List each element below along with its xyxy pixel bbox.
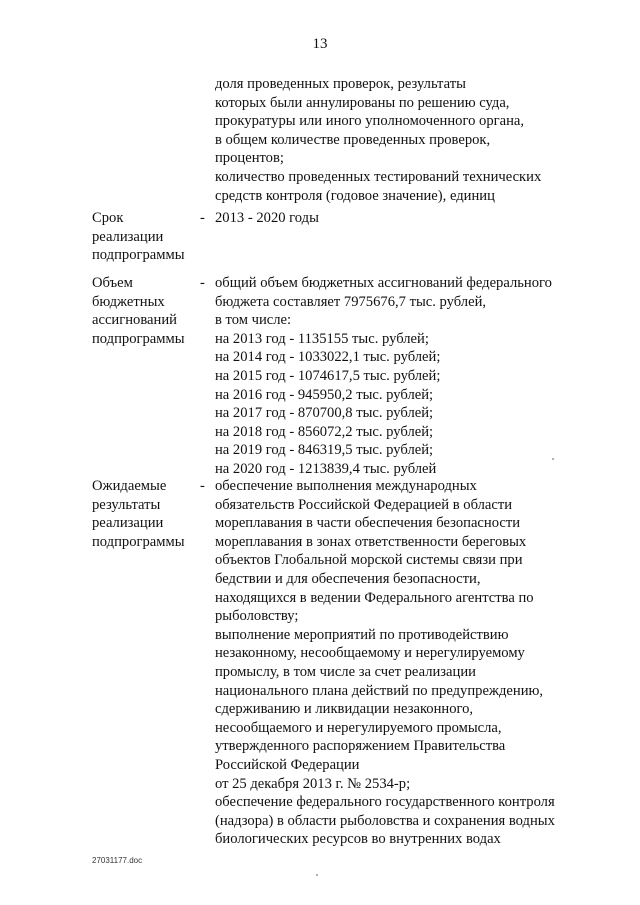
section-content [215,477,615,849]
text-line: в том числе: [215,312,292,329]
label-line: Объем [92,275,133,291]
text-line: на 2016 год - 945950,2 тыс. рублей; [215,386,434,403]
label-line: подпрограммы [92,247,185,264]
label-line: бюджетных [92,293,165,310]
dash-separator: - [200,275,205,291]
text-line: которых были аннулированы по решению суда, [215,94,510,111]
text-line: общий объем бюджетных ассигнований федерального [215,275,552,291]
text-line: на 2019 год - 846319,5 тыс. рублей; [215,442,434,459]
text-line: (надзора) в области рыболовства и сохранения водных [215,812,555,829]
label-line: подпрограммы [92,330,185,347]
text-line: мореплавания в зонах ответственности береговых [215,533,527,550]
text-line: от 25 декабря 2013 г. № 2534-р; [215,775,411,792]
text-line: в общем количестве проведенных проверок, [215,131,491,148]
label-line: подпрограммы [92,533,185,550]
intro-text [215,75,615,205]
text-line: прокуратуры или иного уполномоченного органа, [215,113,525,130]
text-line: Российской Федерации [215,756,360,773]
text-line: 2013 - 2020 годы [215,210,319,226]
text-line: обязательств Российской Федерацией в области [215,496,513,513]
section-label [92,209,202,265]
page-number: 13 [312,36,328,52]
text-line: на 2014 год - 1033022,1 тыс. рублей; [215,349,441,366]
text-line: доля проведенных проверок, результаты [215,76,466,92]
dash-separator: - [200,210,205,226]
document-id: 27031177.doc [92,856,143,865]
text-line: бедствии и для обеспечения безопасности, [215,570,481,587]
text-line: количество проведенных тестирований технических [215,168,542,185]
text-line: бюджета составляет 7975676,7 тыс. рублей, [215,293,487,310]
text-line: сдерживанию и ликвидации незаконного, [215,701,474,718]
scan-speck [552,458,554,460]
text-line: на 2013 год - 1135155 тыс. рублей; [215,330,429,347]
text-line: на 2018 год - 856072,2 тыс. рублей; [215,423,434,440]
text-line: на 2020 год - 1213839,4 тыс. рублей [215,460,437,477]
text-line: мореплавания в части обеспечения безопасности [215,515,521,532]
text-line: несообщаемого и нерегулируемого промысла, [215,719,502,736]
text-line: незаконному, несообщаемому и нерегулируемому [215,645,525,662]
text-line: обеспечение выполнения международных [215,478,477,494]
label-line: реализации [92,228,164,245]
label-line: ассигнований [92,312,177,329]
text-line: на 2015 год - 1074617,5 тыс. рублей; [215,367,441,384]
section-label [92,274,202,348]
section-content [215,209,615,228]
text-line: биологических ресурсов во внутренних водах [215,831,501,848]
dash-separator: - [200,478,205,494]
text-line: рыболовству; [215,608,299,625]
label-line: реализации [92,515,164,532]
text-line: средств контроля (годовое значение), единиц [215,187,495,204]
text-line: промыслу, в том числе за счет реализации [215,663,476,680]
section-content [215,274,615,479]
label-line: Срок [92,210,124,226]
text-line: национального плана действий по предупреждению, [215,682,544,699]
text-line: находящихся в ведении Федерального агентства по [215,589,534,606]
label-line: результаты [92,496,161,513]
label-line: Ожидаемые [92,478,167,494]
scan-speck [316,874,318,876]
text-line: на 2017 год - 870700,8 тыс. рублей; [215,405,434,422]
section-label [92,477,202,551]
text-line: обеспечение федерального государственного контроля [215,794,555,811]
text-line: объектов Глобальной морской системы связи при [215,552,523,569]
text-line: утвержденного распоряжением Правительства [215,738,506,755]
text-line: выполнение мероприятий по противодействию [215,626,509,643]
text-line: процентов; [215,150,284,167]
